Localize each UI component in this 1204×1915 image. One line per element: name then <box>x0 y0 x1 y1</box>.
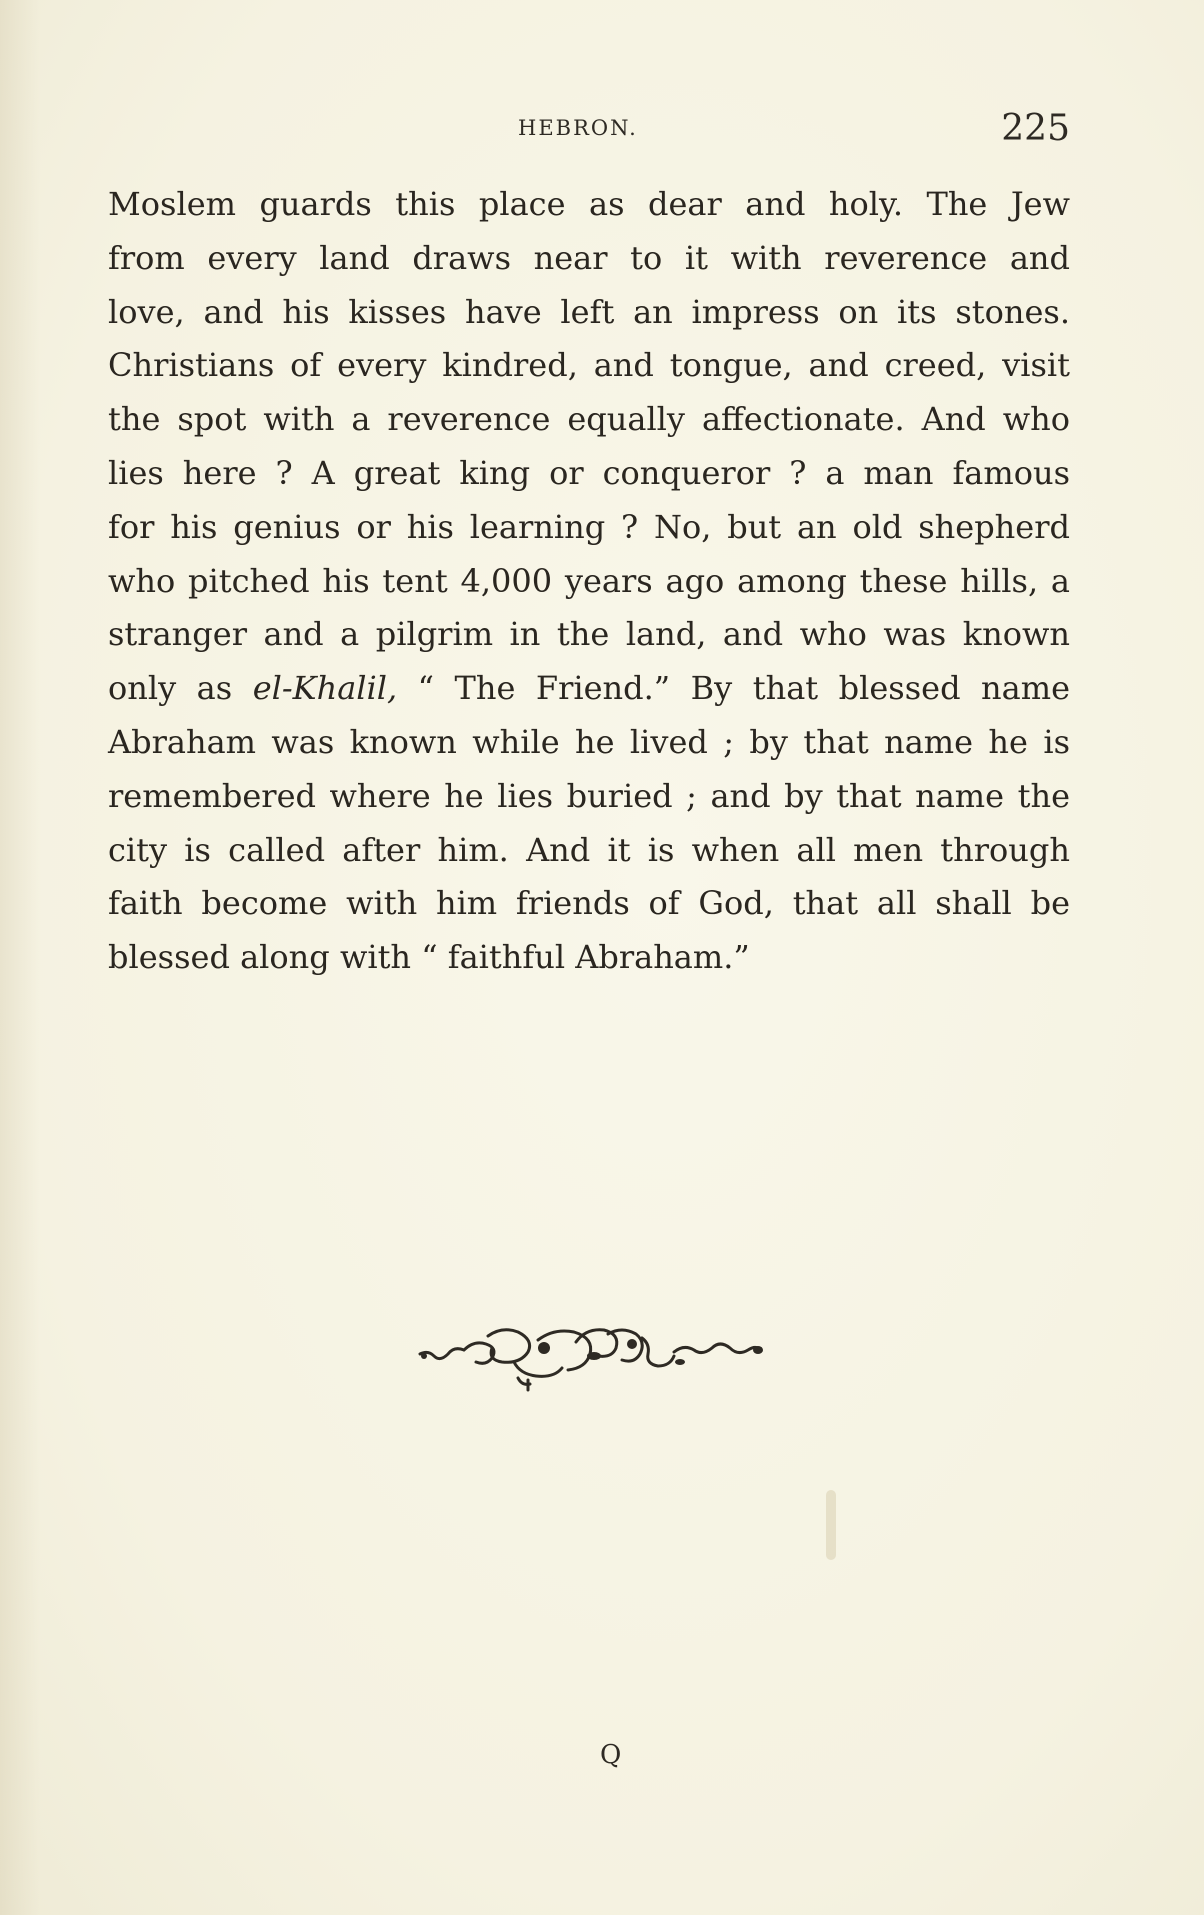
text-line: Abraham was known while he lived ; by that name he is <box>108 722 1070 761</box>
text-segment: only as <box>108 669 233 708</box>
text-line: stranger and a pilgrim in the land, and who was known <box>108 615 1070 654</box>
signature-mark: Q <box>600 1740 622 1770</box>
text-line: the spot with a reverence equally affectionate. And who <box>108 400 1070 439</box>
body-paragraph <box>108 178 1070 985</box>
page-number: 225 <box>1001 108 1070 149</box>
text-line-with-italic <box>108 662 1070 716</box>
italic-term: el-Khalil, <box>252 669 398 708</box>
fleuron-ornament-icon <box>418 1322 768 1392</box>
page-header <box>108 108 1070 158</box>
text-line: lies here ? A great king or conqueror ? a man famous <box>108 453 1070 492</box>
text-line: city is called after him. And it is when all men through <box>108 830 1070 869</box>
text-line: love, and his kisses have left an impress on its stones. <box>108 292 1070 331</box>
text-line: remembered where he lies buried ; and by that name the <box>108 776 1070 815</box>
text-line: faith become with him friends of God, that all shall be <box>108 884 1070 923</box>
text-line: Christians of every kindred, and tongue, and creed, visit <box>108 346 1070 385</box>
gutter-shadow <box>0 0 40 1915</box>
text-line: Moslem guards this place as dear and holy. The Jew <box>108 185 1070 223</box>
text-line: from every land draws near to it with reverence and <box>108 238 1070 277</box>
text-line: blessed along with “ faithful Abraham.” <box>108 938 750 977</box>
text-line: who pitched his tent 4,000 years ago among these hills, a <box>108 561 1070 600</box>
running-head: HEBRON. <box>518 116 638 140</box>
text-line: for his genius or his learning ? No, but an old shepherd <box>108 507 1070 546</box>
paper-stain <box>826 1490 836 1560</box>
text-segment: “ The Friend.” By that blessed name <box>417 669 1071 708</box>
